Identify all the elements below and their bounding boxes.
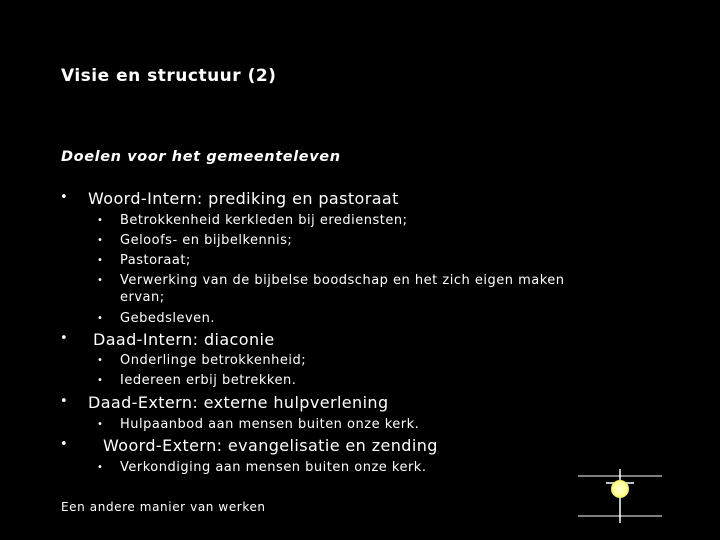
bullet: • bbox=[97, 419, 104, 430]
bullet: • bbox=[97, 375, 104, 386]
bullet: • bbox=[97, 462, 104, 473]
bullet: • bbox=[97, 235, 104, 246]
cross-light-logo-icon bbox=[578, 469, 662, 523]
bullet: • bbox=[60, 437, 69, 452]
bullet: • bbox=[60, 394, 69, 409]
slide-subtitle: Doelen voor het gemeenteleven bbox=[61, 149, 341, 165]
bullet: • bbox=[97, 355, 104, 366]
bullet: • bbox=[60, 190, 69, 205]
bullet: • bbox=[97, 255, 104, 266]
bullet: • bbox=[97, 313, 104, 324]
slide-title: Visie en structuur (2) bbox=[61, 66, 277, 86]
bullet: • bbox=[97, 215, 104, 226]
bullet: • bbox=[60, 331, 69, 346]
slide-footer: Een andere manier van werken bbox=[61, 500, 266, 514]
bullet: • bbox=[97, 275, 104, 286]
